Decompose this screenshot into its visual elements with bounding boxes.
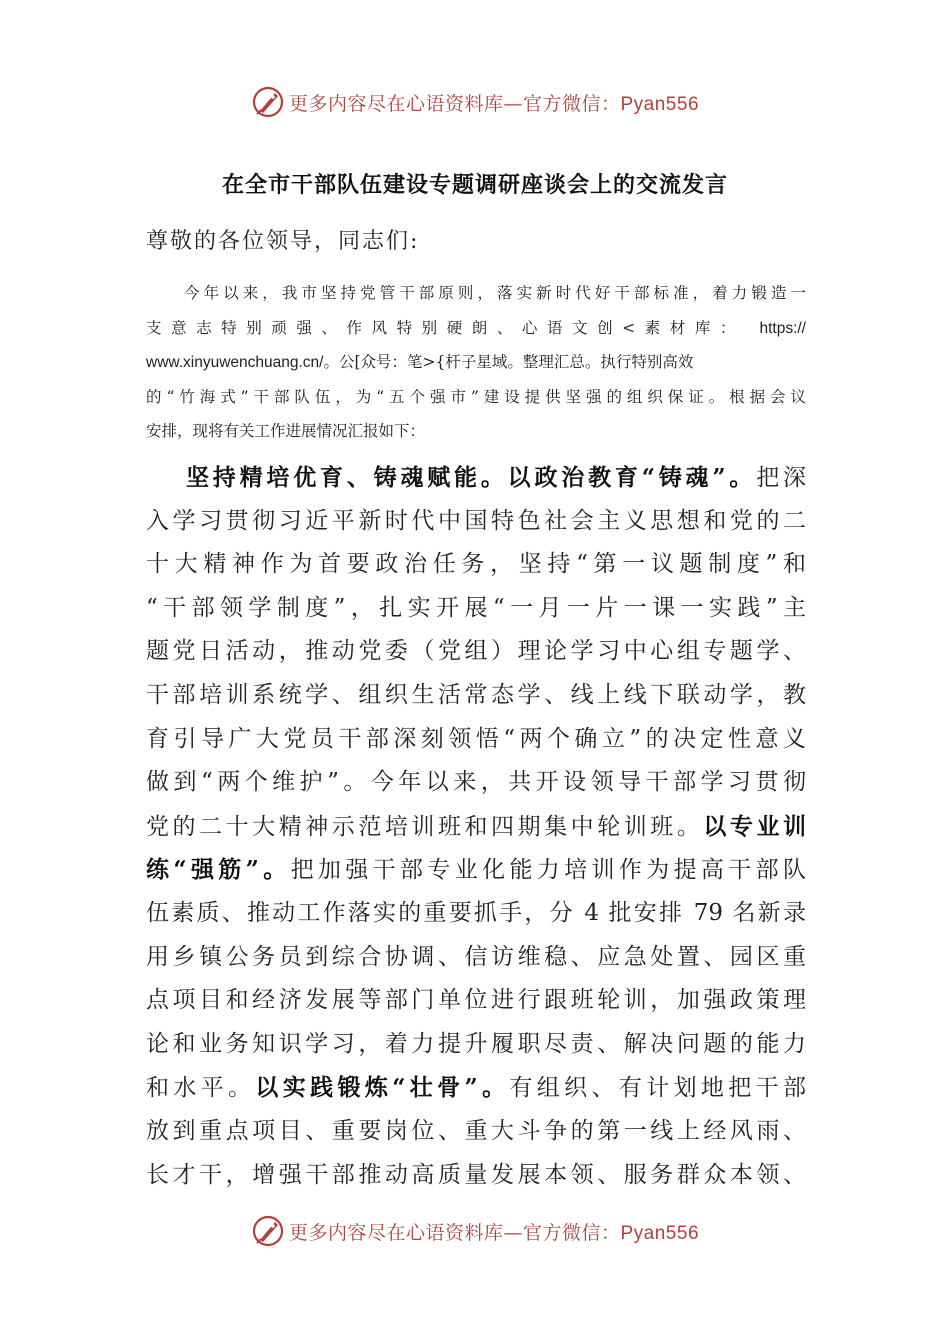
document-title: 在全市干部队伍建设专题调研座谈会上的交流发言: [221, 172, 728, 198]
body-line: 入学习贯彻习近平新时代中国特色社会主义思想和党的二: [146, 507, 806, 534]
body-line: 育引导广大党员干部深刻领悟“两个确立”的决定性意义: [146, 725, 806, 752]
body-line: 和水平。以实践锻炼“壮骨”。有组织、有计划地把干部: [146, 1074, 806, 1102]
wechat-id: Pyan556: [620, 1222, 700, 1244]
subheading: 以实践锻炼“壮骨”。: [255, 1074, 510, 1102]
header-banner: [0, 82, 950, 122]
body-line: 坚持精培优育、铸魂赋能。以政治教育“铸魂”。把深: [186, 464, 807, 491]
section-heading: 坚持精培优育、铸魂赋能。: [186, 464, 508, 491]
subheading: 以专业训: [703, 812, 807, 840]
body-line: 干部培训系统学、组织生活常态学、线上线下联动学，教: [146, 681, 806, 708]
body-line: 点项目和经济发展等部门单位进行跟班轮训，加强政策理: [146, 987, 806, 1014]
body-line: 用乡镇公务员到综合协调、信访维稳、应急处置、园区重: [146, 943, 806, 970]
intro-line: 的“竹海式”干部队伍，为“五个强市”建设提供坚强的组织保证。根据会议: [146, 387, 806, 406]
intro-line: 安排，现将有关工作进展情况汇报如下：: [146, 422, 426, 440]
footer-banner: [0, 1211, 950, 1251]
body-line: 论和业务知识学习，着力提升履职尽责、解决问题的能力: [146, 1030, 806, 1057]
greeting: 尊敬的各位领导，同志们:: [146, 229, 420, 254]
subheading: 练“强筋”。: [146, 856, 291, 884]
body-line: “干部领学制度”，扎实开展“一月一片一课一实践”主: [146, 594, 806, 621]
body-line: 练“强筋”。把加强干部专业化能力培训作为提高干部队: [146, 856, 806, 884]
body-line: 做到“两个维护”。今年以来，共开设领导干部学习贯彻: [146, 769, 806, 796]
intro-line: www.xinyuwenchuang.cn/。公[众号：笔>{杆子星域。整理汇总。执行特别高效: [146, 353, 694, 371]
subheading: 以政治教育“铸魂”。: [507, 464, 757, 491]
footer-banner-text: 更多内容尽在心语资料库—官方微信：Pyan556: [288, 1221, 700, 1244]
intro-line: 支意志特别顽强、作风特别硬朗、心语文创<素材库： https://: [146, 318, 806, 337]
intro-line: 今年以来，我市坚持党管干部原则，落实新时代好干部标准，着力锻造一: [184, 284, 806, 302]
header-banner-text: 更多内容尽在心语资料库—官方微信：Pyan556: [288, 92, 700, 115]
body-line: 放到重点项目、重要岗位、重大斗争的第一线上经风雨、: [146, 1117, 806, 1144]
body-line: 题党日活动，推动党委（党组）理论学习中心组专题学、: [146, 638, 806, 665]
quill-logo-icon: [251, 85, 285, 119]
body-line: 十大精神作为首要政治任务，坚持“第一议题制度”和: [146, 551, 806, 578]
main-section: [146, 456, 806, 1197]
body-line: 党的二十大精神示范培训班和四期集中轮训班。以专业训: [146, 812, 807, 840]
intro-paragraph: [146, 276, 806, 449]
body-line: 伍素质、推动工作落实的重要抓手，分 4 批安排 79 名新录: [146, 899, 806, 926]
wechat-id: Pyan556: [620, 93, 700, 115]
body-line: 长才干，增强干部推动高质量发展本领、服务群众本领、: [146, 1161, 806, 1188]
quill-logo-icon: [251, 1214, 285, 1248]
